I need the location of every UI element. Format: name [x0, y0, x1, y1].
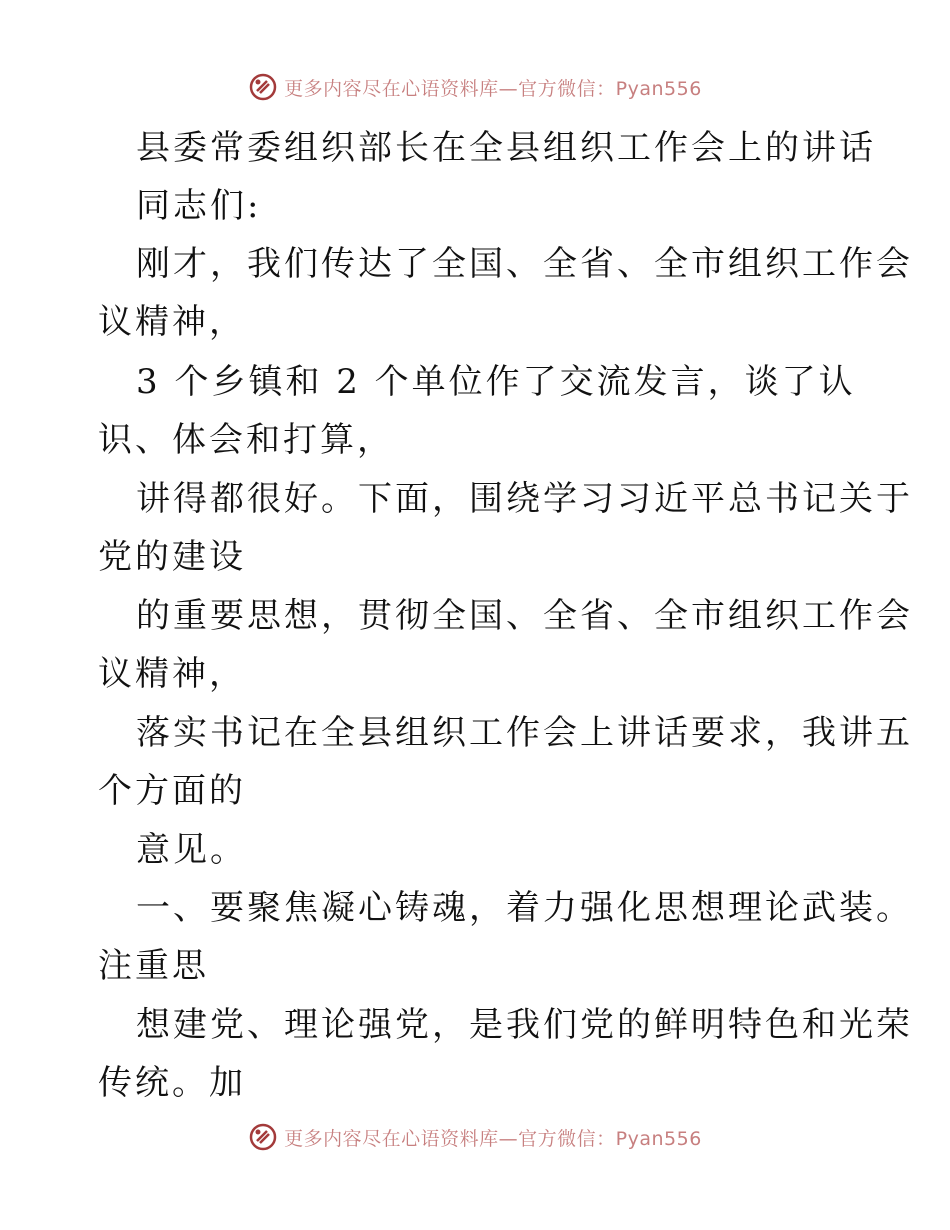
salutation: 同志们:: [136, 186, 262, 226]
banner-text: 更多内容尽在心语资料库—官方微信：Pyan556: [284, 77, 702, 100]
seal-logo-icon: [248, 1122, 278, 1152]
text-line: 识、体会和打算，: [98, 420, 394, 460]
text-line: 的重要思想，贯彻全国、全省、全市组织工作会: [136, 596, 913, 636]
text-line: 刚才，我们传达了全国、全省、全市组织工作会: [136, 244, 913, 284]
text-line: 议精神，: [98, 302, 246, 342]
banner-text: 更多内容尽在心语资料库—官方微信：Pyan556: [284, 1127, 702, 1150]
text-line: 注重思: [98, 946, 209, 986]
text-line: 个方面的: [98, 771, 246, 811]
section-heading: 一、要聚焦凝心铸魂，着力强化思想理论武装。: [136, 888, 913, 928]
text-line: 讲得都很好。下面，围绕学习习近平总书记关于: [136, 479, 913, 519]
text-line: 议精神，: [98, 654, 246, 694]
footer-banner: [0, 1122, 950, 1152]
text-line: 传统。加: [98, 1063, 246, 1103]
text-line: 想建党、理论强党，是我们党的鲜明特色和光荣: [136, 1005, 913, 1045]
text-line: 3 个乡镇和 2 个单位作了交流发言，谈了认: [136, 362, 856, 402]
text-line: 党的建设: [98, 537, 246, 577]
document-title: 县委常委组织部长在全县组织工作会上的讲话: [136, 128, 876, 168]
text-line: 落实书记在全县组织工作会上讲话要求，我讲五: [136, 713, 913, 753]
text-line: 意见。: [136, 830, 247, 870]
